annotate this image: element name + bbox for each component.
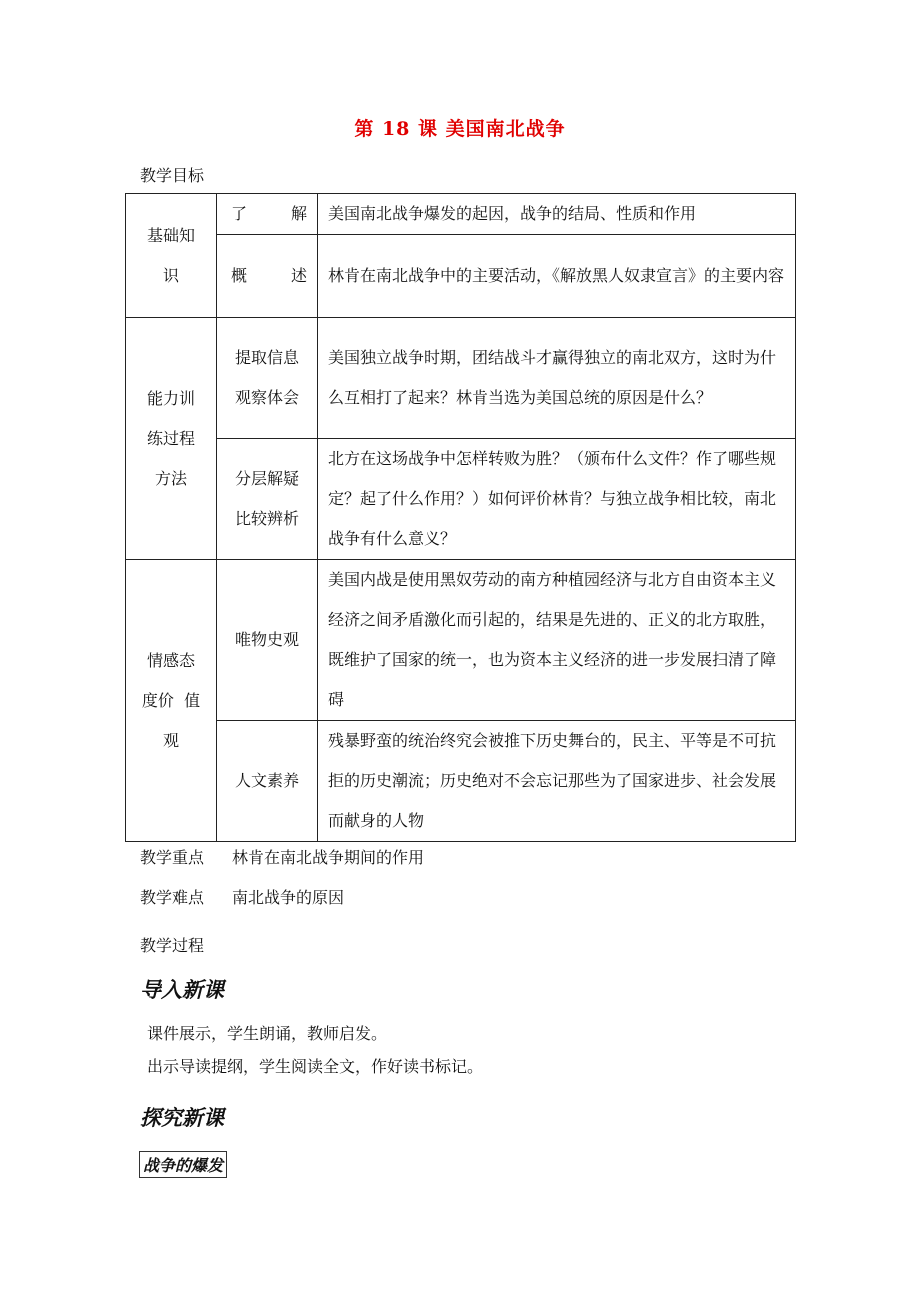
goal-category-emotion: 情感态 度价 值 观	[126, 560, 217, 842]
goal-sub-extract: 提取信息 观察体会	[217, 318, 318, 439]
goal-text: 北方在这场战争中怎样转败为胜？（颁布什么文件？作了哪些规定？起了什么作用？）如何评价林肯？与独立战争相比较，南北战争有什么意义？	[318, 439, 796, 560]
goals-label: 教学目标	[140, 166, 205, 185]
boxed-subheading: 战争的爆发	[139, 1151, 227, 1178]
goal-sub-humanities: 人文素养	[217, 721, 318, 842]
goal-text: 美国南北战争爆发的起因，战争的结局、性质和作用	[318, 194, 796, 235]
process-label: 教学过程	[140, 936, 205, 955]
difficult-point: 教学难点 南北战争的原因	[140, 888, 345, 907]
goals-table	[125, 193, 796, 842]
goal-text: 残暴野蛮的统治终究会被推下历史舞台的，民主、平等是不可抗拒的历史潮流；历史绝对不会忘记那些为了国家进步、社会发展而献身的人物	[318, 721, 796, 842]
goal-category-knowledge: 基础知 识	[126, 194, 217, 318]
goal-text: 美国独立战争时期，团结战斗才赢得独立的南北双方，这时为什么互相打了起来？林肯当选为美国总统的原因是什么？	[318, 318, 796, 439]
intro-heading: 导入新课	[140, 978, 224, 1002]
key-point: 教学重点 林肯在南北战争期间的作用	[140, 848, 425, 867]
goal-text: 美国内战是使用黑奴劳动的南方种植园经济与北方自由资本主义经济之间矛盾激化而引起的，结果是先进的、正义的北方取胜，既维护了国家的统一，也为资本主义经济的进一步发展扫清了障碍	[318, 560, 796, 721]
goal-sub-understand: 了 解	[217, 194, 318, 235]
explore-heading: 探究新课	[140, 1106, 224, 1130]
goal-sub-materialism: 唯物史观	[217, 560, 318, 721]
goal-sub-outline: 概 述	[217, 235, 318, 318]
goal-text: 林肯在南北战争中的主要活动，《解放黑人奴隶宣言》的主要内容	[318, 235, 796, 318]
goal-sub-analyze: 分层解疑 比较辨析	[217, 439, 318, 560]
intro-paragraph: 出示导读提纲，学生阅读全文，作好读书标记。	[147, 1057, 484, 1076]
page-title: 第 18 课 美国南北战争	[354, 118, 566, 140]
intro-paragraph: 课件展示，学生朗诵，教师启发。	[147, 1024, 388, 1043]
goal-category-ability: 能力训 练过程 方法	[126, 318, 217, 560]
